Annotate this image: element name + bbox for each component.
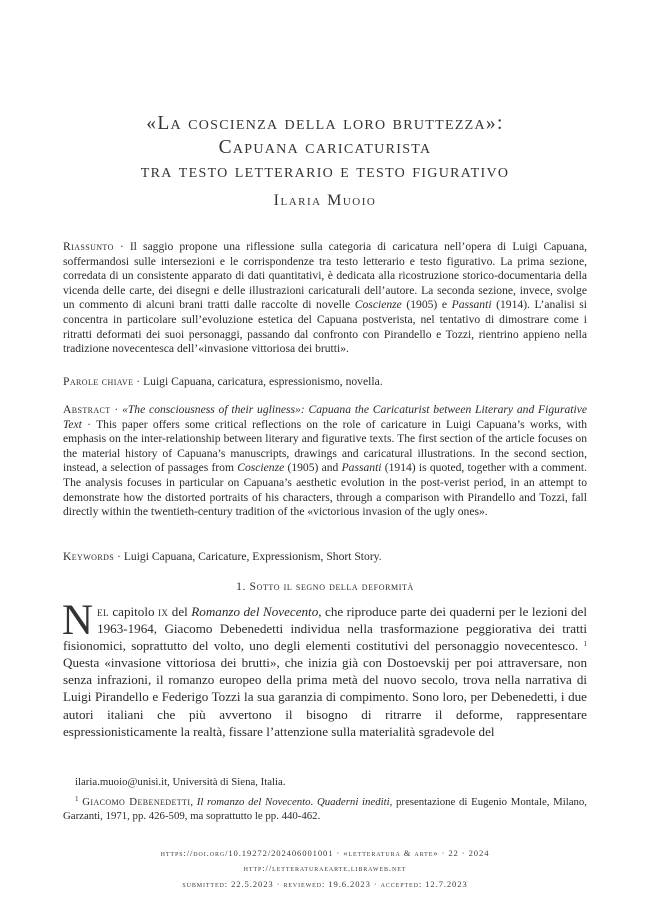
footnote-1-rest: , presentazione di Eugenio Montale, Milano, Garzanti, 1971, pp. 426-509, ma soprattutto le pp. 440-462. [63, 796, 588, 823]
body-text-2: del [168, 604, 192, 619]
abstract-separator-2: · [81, 417, 97, 431]
keywords-block [63, 550, 587, 565]
body-text-1: capitolo [108, 604, 159, 619]
riassunto-separator: · [113, 240, 130, 253]
title-line-3: tra testo letterario e testo figurativo [140, 161, 510, 182]
parole-chiave-label: Parole chiave [63, 375, 134, 388]
riassunto-label: Riassunto [63, 240, 114, 253]
abstract-block [63, 403, 587, 520]
author-name: Ilaria Muoio [273, 192, 377, 209]
title-line-1: «La coscienza della loro bruttezza»: [146, 113, 504, 134]
abstract-text-3: (1914) is quoted, together with a comment. The analysis focuses in particular on Capuana’s aesthetic evolution in the post-verist period, in an attempt to demonstrate how the distorted portraits of his characters, through a comparison with Pirandello and Tozzi, fall directly within the twentieth-century tradition of the «victorious invasion of the ugly ones». [63, 461, 587, 519]
author-affiliation: ilaria.muoio@unisi.it, Università di Siena, Italia. [75, 776, 286, 788]
riassunto-text-3: (1914). L’analisi si concentra in particolare sull’evoluzione estetica del Capuana postverista, nel tentativo di dimostrare come i ritratti deformati dei suoi personaggi, passando dal confronto con Pirandello e Tozzi, rientrino appieno nella tradizione novecentesca dell’«invasione vittoriosa dei brutti». [63, 298, 587, 356]
footnote-1 [63, 795, 587, 823]
journal-url[interactable]: http://letteraturaearte.libraweb.net [243, 863, 407, 873]
riassunto-block [63, 240, 587, 357]
doi-line[interactable]: https://doi.org/10.19272/202406001001 · «letteratura & arte» · 22 · 2024 [160, 848, 490, 858]
abstract-passanti: Passanti [341, 461, 382, 475]
abstract-coscienze: Coscienze [237, 461, 285, 475]
riassunto-text-1: Il saggio propone una riflessione sulla categoria di caricatura nell’opera di Luigi Capuana, soffermandosi sulle intersezioni e le corrispondenze tra testo letterario e testo figurativo. La prima sezione, corredata di un consistente apparato di dati quantitativi, è dedicata alla ricostruzione storico-documentaria della vicenda delle carte, dei disegni e delle illustrazioni caricaturali dell’autore. La seconda sezione, invece, svolge un commento di alcuni brani tratti dalle raccolte di novelle [63, 240, 587, 312]
drop-cap: N [62, 597, 94, 644]
riassunto-coscienze: Coscienze [354, 298, 402, 312]
footnote-1-author: Giacomo Debenedetti [82, 796, 191, 809]
body-roman-numeral: ix [158, 604, 169, 619]
body-text [62, 597, 587, 740]
footnotes [63, 775, 587, 824]
footnote-1-number: 1 [75, 795, 79, 804]
body-text-3: , che riproduce parte dei quaderni per le lezioni del 1963-1964, Giacomo Debenedetti individua nella trasformazione peggiorativa dei tratti fisionomici, soprattutto del volto, uno degli elementi costitutivi del personaggio novecentesco. [63, 604, 587, 654]
parole-chiave-separator: · [133, 375, 144, 388]
article-title [60, 112, 590, 184]
abstract-label: Abstract [63, 403, 111, 416]
abstract-separator-1: · [110, 403, 123, 416]
footnote-1-title: Il romanzo del Novecento. Quaderni inediti [196, 796, 390, 809]
riassunto-text-2: (1905) e [401, 298, 452, 312]
body-book-title: Romanzo del Novecento [191, 604, 319, 619]
body-text-4: Questa «invasione vittoriosa dei brutti», che inizia già con Dostoevskij per poi attraversare, non senza infrazioni, il romanzo europeo della prima metà del nuovo secolo, trova nella narrativa di Luigi Pirandello e Federigo Tozzi la sua garanzia di compimento. Sono loro, per Debenedetti, i due autori italiani che più avvertono il bisogno di ritrarre il deforme, rappresentare espressionisticamente la realtà, fissare l’attenzione sulla materialità sgradevole del [63, 655, 587, 739]
review-dates: submitted: 22.5.2023 · reviewed: 19.6.2023 · accepted: 12.7.2023 [182, 879, 468, 889]
abstract-title: «The consciousness of their ugliness»: Capuana the Caricaturist between Literary and Figurative Text [63, 403, 587, 431]
parole-chiave-text: Luigi Capuana, caricatura, espressionismo, novella. [143, 375, 383, 388]
parole-chiave-block [63, 375, 587, 390]
body-first-word: el [97, 604, 109, 619]
riassunto-passanti: Passanti [451, 298, 492, 312]
title-line-2: Capuana caricaturista [218, 137, 432, 158]
keywords-text: Luigi Capuana, Caricature, Expressionism, Short Story. [123, 550, 382, 563]
footnote-ref-1[interactable]: 1 [583, 640, 587, 649]
footnote-1-sep: , [190, 796, 197, 809]
abstract-text-2: (1905) and [284, 461, 342, 475]
keywords-separator: · [114, 550, 124, 563]
section-heading: 1. Sotto il segno della deformità [236, 580, 414, 593]
abstract-text-1: This paper offers some critical reflections on the role of caricature in Luigi Capuana’s works, with emphasis on the inter-relationship between literary and figurative texts. The first section of the article focuses on the material history of Capuana’s manuscripts, drawings and caricatural illustrations. In the second section, instead, a selection of passages from [63, 417, 587, 475]
keywords-label: Keywords [63, 550, 115, 563]
